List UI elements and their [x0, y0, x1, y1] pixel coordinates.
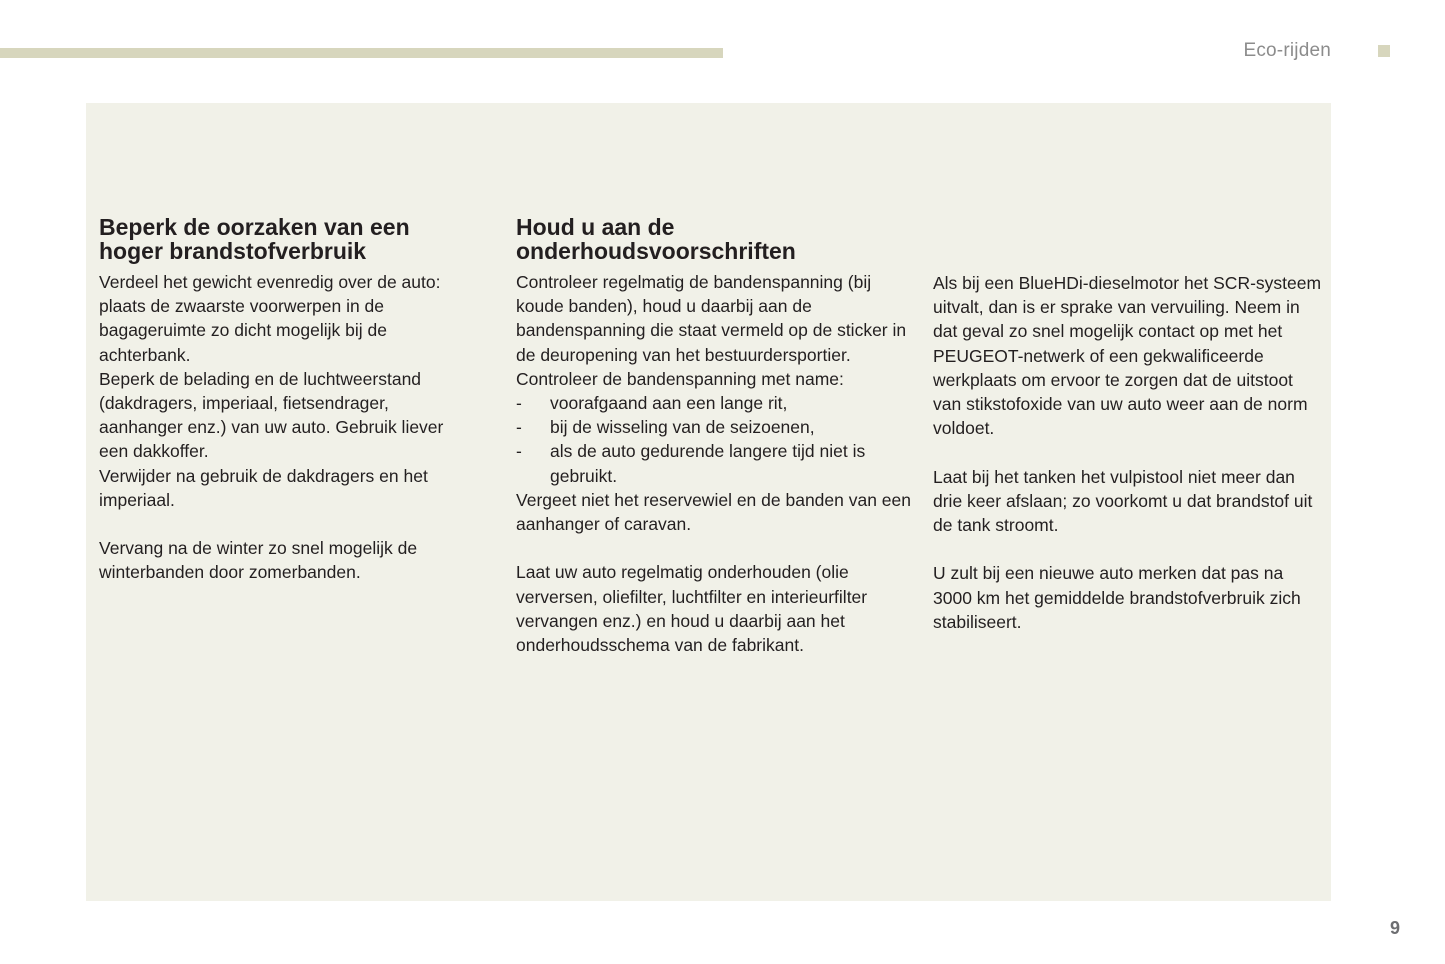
paragraph: Controleer regelmatig de bandenspanning (bij koude banden), houd u daarbij aan de bandenspanning die staat vermeld op de sticker in de deuropening van het bestuurdersportier. [516, 272, 907, 365]
column-left [99, 215, 469, 585]
tyre-check-list [516, 391, 911, 488]
list-item-text: bij de wisseling van de seizoenen, [550, 417, 815, 438]
paragraph: Verdeel het gewicht evenredig over de auto: plaats de zwaarste voorwerpen in de bagageruimte zo dicht mogelijk bij de achterbank. [99, 272, 441, 365]
column-left-body [99, 270, 469, 585]
dash-bullet: - [516, 441, 522, 462]
list-item [516, 439, 911, 487]
paragraph: Beperk de belading en de luchtweerstand (dakdragers, imperiaal, fietsendrager, aanhanger enz.) van uw auto. Gebruik liever een dakkoffer. [99, 368, 444, 462]
paragraph: Laat uw auto regelmatig onderhouden (olie verversen, oliefilter, luchtfilter en interieurfilter vervangen enz.) en houd u daarbij aan het onderhoudsschema van de fabrikant. [516, 562, 868, 656]
list-item [516, 415, 911, 439]
heading-line-1: Houd u aan de [516, 214, 675, 240]
paragraph: Controleer de bandenspanning met name: [516, 368, 844, 389]
heading-maintenance [516, 215, 911, 263]
header-accent-bar [0, 48, 723, 58]
paragraph: Vervang na de winter zo snel mogelijk de winterbanden door zomerbanden. [99, 538, 418, 583]
heading-fuel-consumption [99, 215, 469, 263]
dash-bullet: - [516, 393, 522, 414]
section-marker [1378, 45, 1390, 57]
list-item-text: voorafgaand aan een lange rit, [550, 393, 788, 414]
heading-line-1: Beperk de oorzaken van een [99, 214, 410, 240]
column-middle [516, 215, 911, 657]
paragraph: Vergeet niet het reservewiel en de banden van een aanhanger of caravan. [516, 489, 912, 535]
column-middle-body [516, 270, 911, 657]
page-number: 9 [1389, 918, 1400, 938]
paragraph: Verwijder na gebruik de dakdragers en het imperiaal. [99, 465, 428, 510]
paragraph-gap [516, 536, 911, 560]
heading-line-2: hoger brandstofverbruik [99, 238, 367, 264]
column-right-body [933, 271, 1323, 634]
heading-line-2: onderhoudsvoorschriften [516, 238, 796, 264]
paragraph-gap [933, 440, 1323, 464]
column-right [933, 271, 1323, 634]
section-title: Eco-rijden [1243, 40, 1331, 61]
paragraph: Laat bij het tanken het vulpistool niet meer dan drie keer afslaan; zo voorkomt u dat brandstof uit de tank stroomt. [933, 466, 1313, 536]
content-panel [86, 103, 1331, 901]
paragraph-gap [933, 537, 1323, 561]
list-item [516, 391, 911, 415]
dash-bullet: - [516, 417, 522, 438]
list-item-text: als de auto gedurende langere tijd niet is gebruikt. [550, 441, 866, 486]
paragraph: U zult bij een nieuwe auto merken dat pas na 3000 km het gemiddelde brandstofverbruik zich stabiliseert. [933, 563, 1301, 632]
paragraph: Als bij een BlueHDi-dieselmotor het SCR-systeem uitvalt, dan is er sprake van vervuiling. Neem in dat geval zo snel mogelijk contact op met het PEUGEOT-netwerk of een gekwalificeerde werkplaats om ervoor te zorgen dat de uitstoot van stikstofoxide van uw auto weer aan de norm voldoet. [933, 273, 1322, 439]
paragraph-gap [99, 512, 469, 536]
